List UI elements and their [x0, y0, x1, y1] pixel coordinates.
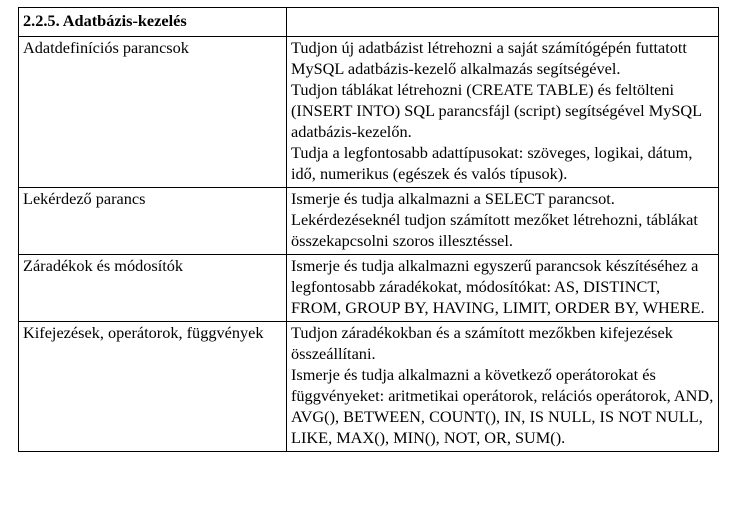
requirement-text: Ismerje és tudja alkalmazni a következő operátorokat és függvényeket: aritmetikai operátorok, relációs operátorok, AND, AVG(), BETWEEN, COUNT(), IN, IS NULL, IS NOT NULL, LIKE, MAX(), MIN(), NOT, OR, SUM().	[291, 365, 714, 447]
requirement-text: Lekérdezéseknél tudjon számított mezőket létrehozni, táblákat összekapcsolni szoros illesztéssel.	[291, 210, 698, 250]
topic-cell	[19, 37, 287, 188]
requirement-text: Tudjon új adatbázist létrehozni a saját számítógépén futtatott MySQL adatbázis-kezelő alkalmazás segítségével.	[291, 38, 687, 78]
topic-label: Lekérdező parancs	[23, 189, 146, 208]
topic-label: Adatdefiníciós parancsok	[23, 38, 189, 57]
table-row	[19, 188, 719, 255]
section-title: 2.2.5. Adatbázis-kezelés	[23, 11, 187, 30]
requirement-text: Tudja a legfontosabb adattípusokat: szöveges, logikai, dátum, idő, numerikus (egészek és valós típusok).	[291, 143, 693, 183]
requirements-cell	[287, 188, 719, 255]
requirement-text: Tudjon záradékokban és a számított mezőkben kifejezések összeállítani.	[291, 323, 673, 363]
topic-label: Kifejezések, operátorok, függvények	[23, 323, 264, 342]
section-header-row	[19, 8, 719, 37]
requirements-cell	[287, 37, 719, 188]
requirements-cell	[287, 322, 719, 452]
requirement-text: Ismerje és tudja alkalmazni egyszerű parancsok készítéséhez a legfontosabb záradékokat, módosítókat: AS, DISTINCT, FROM, GROUP BY, HAVING, LIMIT, ORDER BY, WHERE.	[291, 256, 705, 317]
table-row	[19, 255, 719, 322]
requirement-text: Tudjon táblákat létrehozni (CREATE TABLE) és feltölteni (INSERT INTO) SQL parancsfájl (script) segítségével MySQL adatbázis-kezelőn.	[291, 80, 702, 141]
table-row	[19, 322, 719, 452]
requirement-text: Ismerje és tudja alkalmazni a SELECT parancsot.	[291, 189, 615, 208]
section-title-cell	[19, 8, 287, 37]
table-row	[19, 37, 719, 188]
topic-cell	[19, 322, 287, 452]
topic-label: Záradékok és módosítók	[23, 256, 184, 275]
requirements-table	[18, 7, 719, 452]
topic-cell	[19, 255, 287, 322]
topic-cell	[19, 188, 287, 255]
section-header-empty-cell	[287, 8, 719, 37]
requirements-cell	[287, 255, 719, 322]
